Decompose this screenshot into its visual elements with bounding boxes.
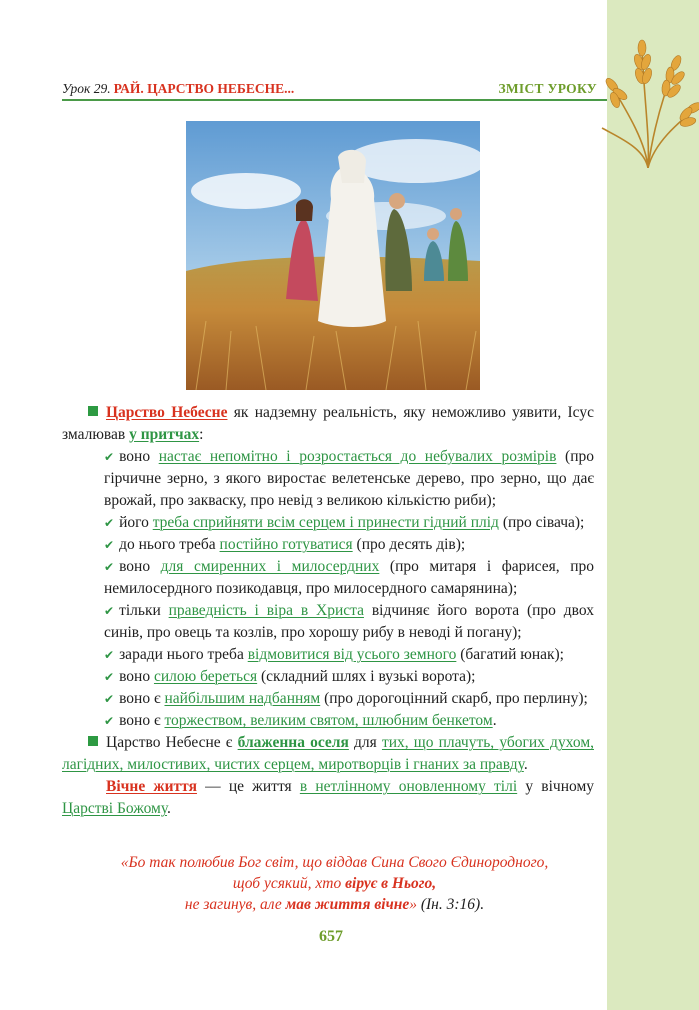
item-text: (про гірчичне зерно, з якого виростає велетенське дерево, про зерно, що дає врожай, про закваску, про невід з великою кількістю риби); — [104, 448, 594, 509]
paragraph-eternal-life — [62, 776, 594, 820]
item-text: (про дорогоцінний скарб, про перлину); — [320, 690, 588, 707]
item-text: воно — [119, 558, 161, 575]
term-blessed-abode: блаженна оселя — [237, 734, 349, 751]
paragraph-text: у вічному — [517, 778, 595, 795]
item-link[interactable]: для смиренних і милосердних — [160, 558, 380, 575]
item-text: воно є — [119, 712, 165, 729]
item-text: тільки — [119, 602, 169, 619]
header-divider — [62, 99, 607, 101]
item-text: (про сівача); — [498, 514, 585, 531]
checkmark-icon: ✔ — [104, 670, 115, 684]
item-text: його — [119, 514, 153, 531]
checkmark-icon: ✔ — [104, 714, 115, 728]
list-item — [62, 710, 594, 732]
paragraph-kingdom — [62, 402, 594, 446]
item-text: воно є — [119, 690, 165, 707]
item-link[interactable]: торжеством, великим святом, шлюбним бенкетом — [164, 712, 493, 729]
item-text: до нього треба — [119, 536, 220, 553]
checkmark-icon: ✔ — [104, 604, 115, 618]
item-text: (складний шлях і вузькі ворота); — [257, 668, 476, 685]
item-link[interactable]: відмовитися від усього земного — [247, 646, 457, 663]
table-of-contents-link[interactable]: ЗМІСТ УРОКУ — [498, 81, 597, 96]
quote-line-3 — [62, 894, 607, 915]
checkmark-icon: ✔ — [104, 538, 115, 552]
item-text: відчиняє його ворота (про двох синів, про овець та козлів, про хорошу рибу в неводі й погану); — [104, 602, 594, 641]
paragraph-text: : — [199, 426, 204, 443]
item-text: воно — [119, 668, 154, 685]
list-item — [62, 666, 594, 688]
link-beatitudes[interactable]: тих, що плачуть, убогих духом, лагідних, милостивих, чистих серцем, миротворців і гнаних за правду — [62, 734, 594, 773]
lesson-number: Урок 29. — [62, 81, 111, 96]
item-link[interactable]: найбільшим надбанням — [164, 690, 321, 707]
item-text: воно — [119, 448, 159, 465]
scripture-quote — [62, 852, 607, 915]
item-text: (багатий юнак); — [456, 646, 564, 663]
item-text: . — [492, 712, 497, 729]
square-bullet-icon — [88, 406, 98, 416]
item-link[interactable]: праведність і віра в Христа — [168, 602, 364, 619]
checkmark-icon: ✔ — [104, 560, 115, 574]
quote-text: не загинув, але — [184, 896, 286, 913]
list-item — [62, 556, 594, 600]
paragraph-text: . — [167, 800, 171, 817]
square-bullet-icon — [88, 736, 98, 746]
item-text: (про десять дів); — [352, 536, 466, 553]
item-text: (про митаря і фарисея, про немилосердного позикодавця, про милосердного самарянина); — [104, 558, 594, 597]
checkmark-icon: ✔ — [104, 692, 115, 706]
illustration-jesus-with-children — [186, 121, 480, 390]
list-item — [62, 644, 594, 666]
item-text: заради нього треба — [119, 646, 248, 663]
link-kingdom-of-god[interactable]: Царстві Божому — [62, 800, 168, 817]
lesson-title: РАЙ. ЦАРСТВО НЕБЕСНЕ... — [113, 81, 295, 96]
checkmark-icon: ✔ — [104, 450, 115, 464]
quote-line-1: «Бо так полюбив Бог світ, що віддав Сина Свого Єдинородного, — [120, 854, 549, 871]
paragraph-text: як надземну реальність, яку неможливо уявити, Ісус змалював — [62, 404, 594, 443]
quote-text: щоб усякий, хто — [232, 875, 346, 892]
link-parables[interactable]: у притчах — [129, 426, 200, 443]
page-number: 657 — [319, 928, 343, 945]
paragraph-text: Царство Небесне є — [106, 734, 238, 751]
quote-line-2 — [62, 873, 607, 894]
item-link[interactable]: настає непомітно і розростається до небувалих розмірів — [158, 448, 557, 465]
link-incorruptible-body[interactable]: в нетлінному оновленному тілі — [299, 778, 518, 795]
quote-emphasis: вірує в Нього, — [345, 875, 437, 892]
paragraph-text: для — [348, 734, 382, 751]
quote-reference: (Ін. 3:16). — [420, 896, 485, 913]
checkmark-icon: ✔ — [104, 516, 115, 530]
term-kingdom-of-heaven: Царство Небесне — [106, 404, 228, 421]
page-header — [62, 80, 597, 98]
paragraph-text: . — [523, 756, 528, 773]
list-item — [62, 512, 594, 534]
paragraph-blessed-abode — [62, 732, 594, 776]
list-item — [62, 446, 594, 512]
checkmark-icon: ✔ — [104, 648, 115, 662]
wheat-icon — [598, 28, 699, 168]
item-link[interactable]: постійно готуватися — [219, 536, 353, 553]
list-item — [62, 534, 594, 556]
paragraph-text: — це життя — [196, 778, 300, 795]
item-link[interactable]: силою береться — [153, 668, 258, 685]
lesson-text — [62, 402, 594, 820]
item-link[interactable]: треба сприйняти всім серцем і принести гідний плід — [152, 514, 499, 531]
list-item — [62, 600, 594, 644]
quote-text: » — [409, 896, 421, 913]
list-item — [62, 688, 594, 710]
quote-emphasis: мав життя вічне — [285, 896, 410, 913]
term-eternal-life: Вічне життя — [106, 778, 197, 795]
